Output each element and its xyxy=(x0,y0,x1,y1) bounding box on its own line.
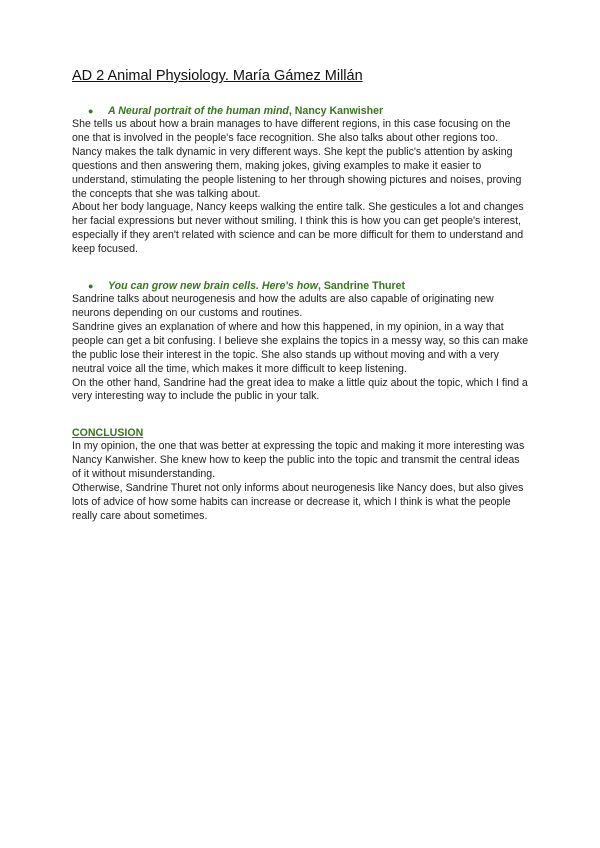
talk-speaker: , Nancy Kanwisher xyxy=(288,105,384,117)
document-page xyxy=(72,68,530,524)
bullet-icon: ● xyxy=(88,106,94,116)
paragraph: Otherwise, Sandrine Thuret not only informs about neurogenesis like Nancy does, but also gives lots of advice of how some habits can increase or decrease it, which I think is what the people really care about sometimes. xyxy=(72,482,524,522)
paragraph: In my opinion, the one that was better at expressing the topic and making it more interesting was Nancy Kanwisher. She knew how to keep the public into the topic and transmit the central ideas of it without misunderstanding. xyxy=(72,440,525,481)
document-title: AD 2 Animal Physiology. María Gámez Millán xyxy=(72,68,363,84)
bullet-icon: ● xyxy=(88,281,94,292)
paragraph: About her body language, Nancy keeps walking the entire talk. She gesticules a lot and changes her facial expressions but never without smiling. I think this is how you can get people's interest, especially if they aren't related with science and can be more difficult for them to understand and keep focused. xyxy=(72,201,524,256)
paragraph: Nancy makes the talk dynamic in very different ways. She kept the public's attention by asking questions and then answering them, making jokes, giving examples to make it easier to understand, stimulating the people listening to her through showing pictures and noises, proving the concepts that she was talking about. xyxy=(72,145,522,200)
talk-heading-nancy xyxy=(88,104,530,118)
paragraph: Sandrine talks about neurogenesis and how the adults are also capable of originating new neurons depending on our customs and routines. xyxy=(72,293,494,319)
talk-speaker: , Sandrine Thuret xyxy=(317,280,406,293)
conclusion-heading: CONCLUSION xyxy=(72,427,144,440)
talk-title: You can grow new brain cells. Here's how xyxy=(108,280,318,293)
paragraph: She tells us about how a brain manages to have different regions, in this case focusing on the one that is involved in the people's face recognition. She also talks about other regions too. xyxy=(72,118,511,144)
paragraph: Sandrine gives an explanation of where and how this happened, in my opinion, in a way that people can get a bit confusing. I believe she explains the topics in a messy way, so this can make the public lose their interest in the topic. She also stands up without moving and with a very neutral voice all the time, which makes it more difficult to keep listening. xyxy=(72,320,529,375)
talk-title: A Neural portrait of the human mind xyxy=(108,105,289,117)
paragraph: On the other hand, Sandrine had the great idea to make a little quiz about the topic, which I find a very interesting way to include the public in your talk. xyxy=(72,376,528,403)
talk-heading-sandrine xyxy=(88,279,530,293)
